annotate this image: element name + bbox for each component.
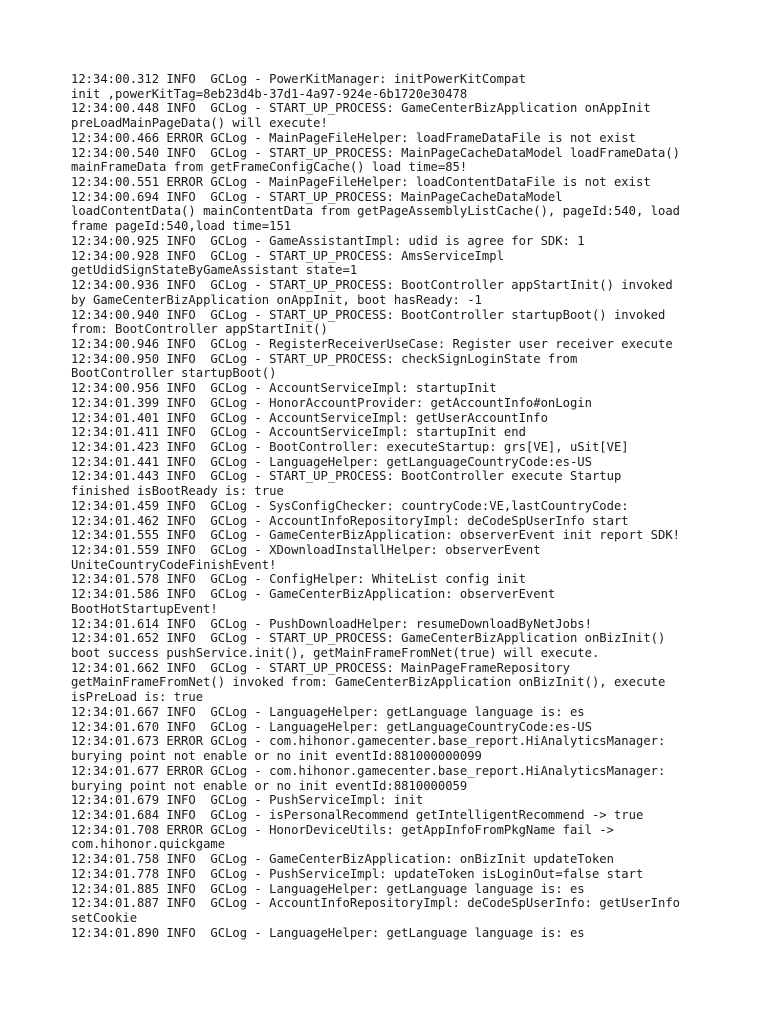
log-line: 12:34:01.677 ERROR GCLog - com.hihonor.gamecenter.base_report.HiAnalyticsManager: (71, 763, 666, 778)
log-line: 12:34:01.758 INFO GCLog - GameCenterBizApplication: onBizInit updateToken (71, 852, 614, 867)
log-line: 12:34:00.551 ERROR GCLog - MainPageFileHelper: loadContentDataFile is not exist (71, 175, 651, 190)
log-line: com.hihonor.quickgame (71, 837, 226, 852)
log-line: 12:34:00.312 INFO GCLog - PowerKitManager: initPowerKitCompat (71, 72, 526, 86)
log-line: setCookie (71, 910, 138, 925)
log-line: 12:34:01.399 INFO GCLog - HonorAccountProvider: getAccountInfo#onLogin (71, 395, 592, 410)
log-line: 12:34:01.401 INFO GCLog - AccountServiceImpl: getUserAccountInfo (71, 410, 548, 425)
log-document (71, 72, 711, 940)
log-line: 12:34:01.673 ERROR GCLog - com.hihonor.gamecenter.base_report.HiAnalyticsManager: (71, 734, 666, 749)
log-line: init ,powerKitTag=8eb23d4b-37d1-4a97-924e-6b1720e30478 (71, 86, 468, 101)
log-line: 12:34:01.885 INFO GCLog - LanguageHelper: getLanguage language is: es (71, 881, 585, 896)
log-line: 12:34:01.667 INFO GCLog - LanguageHelper: getLanguage language is: es (71, 704, 585, 719)
log-line: 12:34:00.936 INFO GCLog - START_UP_PROCESS: BootController appStartInit() invoked (71, 278, 673, 293)
log-line: 12:34:01.559 INFO GCLog - XDownloadInstallHelper: observerEvent (71, 543, 541, 557)
log-line: 12:34:01.586 INFO GCLog - GameCenterBizApplication: observerEvent (71, 587, 556, 602)
log-line: 12:34:00.940 INFO GCLog - START_UP_PROCESS: BootController startupBoot() invoked (71, 307, 666, 322)
log-line: finished isBootReady is: true (71, 484, 284, 499)
log-line: 12:34:01.459 INFO GCLog - SysConfigChecker: countryCode:VE,lastCountryCode: (71, 498, 629, 513)
log-line: 12:34:00.950 INFO GCLog - START_UP_PROCESS: checkSignLoginState from (71, 351, 578, 366)
log-line: 12:34:00.956 INFO GCLog - AccountServiceImpl: startupInit (71, 381, 497, 396)
log-line: 12:34:01.423 INFO GCLog - BootController: executeStartup: grs[VE], uSit[VE] (71, 439, 629, 454)
log-line: getUdidSignStateByGameAssistant state=1 (71, 263, 358, 278)
log-line: 12:34:01.578 INFO GCLog - ConfigHelper: WhiteList config init (71, 572, 526, 587)
log-line: 12:34:00.540 INFO GCLog - START_UP_PROCESS: MainPageCacheDataModel loadFrameData() (71, 145, 681, 160)
log-line: 12:34:01.670 INFO GCLog - LanguageHelper: getLanguageCountryCode:es-US (71, 719, 592, 734)
log-line: 12:34:00.946 INFO GCLog - RegisterReceiverUseCase: Register user receiver execute (71, 336, 673, 351)
log-line: 12:34:01.443 INFO GCLog - START_UP_PROCESS: BootController execute Startup (71, 469, 622, 484)
log-line: preLoadMainPageData() will execute! (71, 116, 328, 131)
log-line: 12:34:00.925 INFO GCLog - GameAssistantImpl: udid is agree for SDK: 1 (71, 233, 585, 248)
log-line: isPreLoad is: true (71, 690, 204, 705)
log-line: 12:34:01.679 INFO GCLog - PushServiceImpl: init (71, 793, 424, 808)
log-line: BootHotStartupEvent! (71, 601, 218, 616)
log-line: burying point not enable or no init eventId:881000000099 (71, 749, 482, 764)
log-line: loadContentData() mainContentData from getPageAssemblyListCache(), pageId:540, load (71, 204, 681, 219)
log-line: 12:34:01.778 INFO GCLog - PushServiceImpl: updateToken isLoginOut=false start (71, 866, 644, 881)
log-line: boot success pushService.init(), getMainFrameFromNet(true) will execute. (71, 646, 600, 661)
log-line: from: BootController appStartInit() (71, 322, 328, 337)
log-line: 12:34:01.614 INFO GCLog - PushDownloadHelper: resumeDownloadByNetJobs! (71, 616, 592, 631)
log-line: 12:34:01.555 INFO GCLog - GameCenterBizApplication: observerEvent init report SDK! (71, 528, 681, 543)
log-line: by GameCenterBizApplication onAppInit, boot hasReady: -1 (71, 292, 482, 307)
log-line: 12:34:01.441 INFO GCLog - LanguageHelper: getLanguageCountryCode:es-US (71, 454, 592, 469)
log-line: 12:34:01.887 INFO GCLog - AccountInfoRepositoryImpl: deCodeSpUserInfo: getUserInfo (71, 896, 681, 911)
log-line: mainFrameData from getFrameConfigCache() load time=85! (71, 160, 468, 175)
log-line: 12:34:01.708 ERROR GCLog - HonorDeviceUtils: getAppInfoFromPkgName fail -> (71, 822, 614, 837)
log-line: 12:34:01.411 INFO GCLog - AccountServiceImpl: startupInit end (71, 425, 526, 440)
log-line: frame pageId:540,load time=151 (71, 219, 292, 234)
log-line: BootController startupBoot() (71, 366, 277, 381)
log-line: 12:34:01.684 INFO GCLog - isPersonalRecommend getIntelligentRecommend -> true (71, 807, 644, 822)
log-line: 12:34:00.928 INFO GCLog - START_UP_PROCESS: AmsServiceImpl (71, 248, 504, 263)
log-line: 12:34:00.694 INFO GCLog - START_UP_PROCESS: MainPageCacheDataModel (71, 189, 563, 204)
log-line: UniteCountryCodeFinishEvent! (71, 557, 277, 572)
log-line: 12:34:01.662 INFO GCLog - START_UP_PROCESS: MainPageFrameRepository (71, 660, 570, 675)
log-line: 12:34:00.448 INFO GCLog - START_UP_PROCESS: GameCenterBizApplication onAppInit (71, 101, 651, 116)
log-line: burying point not enable or no init eventId:8810000059 (71, 778, 468, 793)
log-line: getMainFrameFromNet() invoked from: GameCenterBizApplication onBizInit(), execute (71, 675, 666, 690)
log-line: 12:34:01.462 INFO GCLog - AccountInfoRepositoryImpl: deCodeSpUserInfo start (71, 513, 629, 528)
log-line: 12:34:01.652 INFO GCLog - START_UP_PROCESS: GameCenterBizApplication onBizInit() (71, 631, 666, 646)
log-line: 12:34:00.466 ERROR GCLog - MainPageFileHelper: loadFrameDataFile is not exist (71, 130, 636, 145)
log-line: 12:34:01.890 INFO GCLog - LanguageHelper: getLanguage language is: es (71, 925, 585, 940)
